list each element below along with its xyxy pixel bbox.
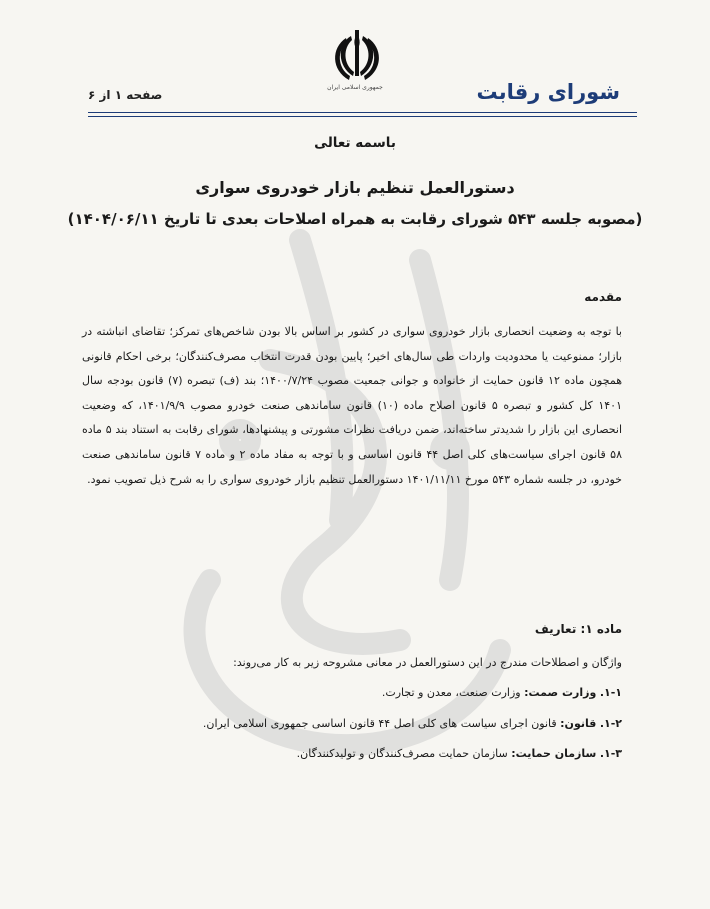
definition-item <box>82 686 622 699</box>
header-divider-thin <box>88 116 637 117</box>
competition-council-logo: شورای رقابت <box>476 80 620 104</box>
definition-number: ۱-۲. <box>599 717 622 730</box>
definition-item <box>82 717 622 730</box>
definition-text: وزارت صنعت، معدن و تجارت. <box>381 686 521 699</box>
definition-number: ۱-۳. <box>599 747 622 760</box>
document-title: دستورالعمل تنظیم بازار خودروی سواری <box>195 178 515 197</box>
document-subtitle: (مصوبه جلسه ۵۴۳ شورای رقابت به همراه اصلاحات بعدی تا تاریخ ۱۴۰۴/۰۶/۱۱) <box>67 210 643 228</box>
watermark-logo <box>150 220 530 800</box>
definition-item <box>82 747 622 760</box>
article1-heading: ماده ۱: تعاریف <box>534 622 622 636</box>
header-divider <box>88 112 637 113</box>
intro-paragraph: با توجه به وضعیت انحصاری بازار خودروی سواری در کشور بر اساس بالا بودن شاخص‌های تمرکز؛ تقاضای انباشته در بازار؛ ممنوعیت یا محدودیت واردات طی سال‌های اخیر؛ پایین بودن قدرت انتخاب مصرف‌کنندگان؛ برخی احکام قانونی همچون ماده ۱۲ قانون حمایت از خانواده و جوانی جمعیت مصوب ۱۴۰۰/۷/۲۴؛ بند (ف) تبصره (۷) قانون بودجه سال ۱۴۰۱ کل کشور و تبصره ۵ قانون اصلاح ماده (۱۰) قانون ساماندهی صنعت خودرو مصوب ۱۴۰۱/۹/۹، که وضعیت انحصاری این بازار را شدیدتر ساخته‌اند، ضمن دریافت نظرات مشورتی و پیشنهادها، شورای رقابت به استناد بند ۵ ماده ۵۸ قانون اجرای سیاست‌های کلی اصل ۴۴ قانون اساسی و با توجه به مفاد ماده ۲ و ماده ۷ قانون ساماندهی صنعت خودرو، در جلسه شماره ۵۴۳ مورخ ۱۴۰۱/۱۱/۱۱ دستورالعمل تنظیم بازار خودروی سواری را به شرح ذیل تصویب نمود. <box>82 325 623 486</box>
definition-term: قانون: <box>560 717 597 730</box>
invocation: باسمه تعالی <box>314 135 396 151</box>
intro-heading: مقدمه <box>584 290 622 304</box>
definition-term: سازمان حمایت: <box>511 747 597 760</box>
definition-text: سازمان حمایت مصرف‌کنندگان و تولیدکنندگان. <box>296 747 508 760</box>
page-number: صفحه ۱ از ۶ <box>88 88 163 102</box>
definition-term: وزارت صمت: <box>524 686 597 699</box>
article1-intro: واژگان و اصطلاحات مندرج در این دستورالعمل در معانی مشروحه زیر به کار می‌روند: <box>233 656 622 669</box>
definition-text: قانون اجرای سیاست های کلی اصل ۴۴ قانون اساسی جمهوری اسلامی ایران. <box>202 717 557 730</box>
definition-number: ۱-۱. <box>599 686 622 699</box>
emblem-caption: جمهوری اسلامی ایران <box>327 84 383 91</box>
emblem-icon <box>327 26 387 92</box>
